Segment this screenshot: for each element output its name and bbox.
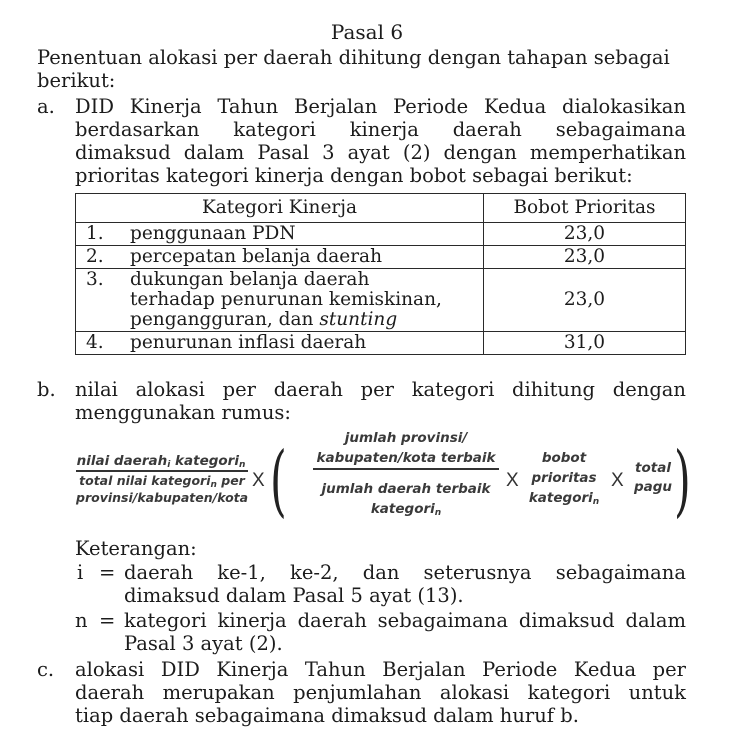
denominator-per: per — [216, 473, 245, 488]
multiply-sign: X — [252, 470, 265, 491]
intro-text: Penentuan alokasi per daerah dihitung dengan tahapan sebagai — [37, 46, 670, 69]
bobot-line-2: prioritas — [531, 470, 597, 486]
row-number: 3. — [86, 269, 104, 290]
legend-n-line-1: kategori kinerja daerah sebagaimana dimaksud dalam — [124, 609, 686, 632]
category-name: penggunaan PDN — [130, 223, 296, 244]
subscript-n: n — [210, 480, 217, 490]
keterangan-label: Keterangan: — [75, 537, 197, 560]
bobot-category: kategori — [528, 490, 593, 506]
item-a-line-1: DID Kinerja Tahun Berjalan Periode Kedua dialokasikan — [75, 95, 686, 118]
category-cell — [76, 223, 484, 246]
article-title: Pasal 6 — [330, 20, 404, 44]
legend-i-line-2: dimaksud dalam Pasal 5 ayat (13). — [124, 584, 464, 607]
category-cell — [76, 246, 484, 269]
fraction-1-denominator-1 — [76, 473, 248, 490]
weight-value: 23,0 — [484, 246, 686, 269]
fraction-2-bar — [313, 468, 499, 470]
table-row — [76, 246, 686, 269]
item-b-line-2: menggunakan rumus: — [75, 401, 292, 424]
table-header-row — [76, 194, 686, 223]
fraction-2-numerator-1: jumlah provinsi/ — [344, 430, 468, 446]
item-b-line-1: nilai alokasi per daerah per kategori dihitung dengan — [75, 378, 686, 401]
category-name: percepatan belanja daerah — [130, 246, 382, 267]
intro-line-1 — [37, 47, 687, 69]
bobot-line-3 — [524, 490, 604, 507]
close-paren: ) — [674, 436, 691, 526]
intro-line-2: berikut: — [37, 69, 116, 92]
legend-equals: = — [99, 609, 116, 632]
item-c-marker: c. — [37, 658, 55, 681]
subscript-n: n — [238, 460, 246, 470]
category-name-text: pengangguran, dan — [130, 309, 314, 330]
item-a-line-2: berdasarkan kategori kinerja daerah sebagaimana — [75, 118, 686, 141]
open-paren: ( — [270, 436, 287, 526]
row-number: 4. — [86, 332, 104, 353]
category-cell — [76, 269, 484, 332]
legend-symbol-n: n — [75, 609, 88, 632]
legend-symbol-i: i — [77, 561, 84, 584]
fraction-1-bar — [76, 470, 248, 472]
header-kategori-kinerja: Kategori Kinerja — [76, 194, 484, 223]
fraction-2-numerator-2: kabupaten/kota terbaik — [316, 450, 496, 466]
category-name-line-2: terhadap penurunan kemiskinan, — [130, 289, 442, 310]
table-row — [76, 223, 686, 246]
item-b-marker: b. — [37, 378, 56, 401]
category-name-line-1: dukungan belanja daerah — [130, 269, 370, 290]
fraction-1-denominator-2: provinsi/kabupaten/kota — [76, 490, 249, 505]
subscript-n: n — [592, 497, 600, 507]
item-c-line-2: daerah merupakan penjumlahan alokasi kategori untuk — [75, 681, 686, 704]
legend-i-line-1: daerah ke-1, ke-2, dan seterusnya sebagaimana — [124, 561, 686, 584]
legend-n-line-2: Pasal 3 ayat (2). — [124, 632, 283, 655]
fraction-2-denominator-2 — [308, 501, 504, 518]
subscript-i: i — [167, 460, 171, 470]
row-number: 1. — [86, 223, 104, 244]
legend-equals: = — [99, 561, 116, 584]
category-name: penurunan inflasi daerah — [130, 332, 367, 353]
table-row — [76, 332, 686, 355]
item-a-marker: a. — [37, 95, 55, 118]
pagu-line-2: pagu — [633, 479, 673, 495]
weight-value: 23,0 — [484, 269, 686, 332]
multiply-sign: X — [506, 470, 519, 491]
denominator-text: kategori — [370, 501, 435, 517]
italic-term: stunting — [319, 309, 398, 330]
fraction-1-numerator — [76, 453, 246, 470]
category-name-line-3 — [80, 310, 479, 330]
item-a-line-3: dimaksud dalam Pasal 3 ayat (2) dengan memperhatikan — [75, 141, 686, 164]
item-c-line-1: alokasi DID Kinerja Tahun Berjalan Periode Kedua per — [75, 658, 686, 681]
multiply-sign: X — [611, 470, 624, 491]
table-row — [76, 269, 686, 332]
category-cell — [76, 332, 484, 355]
pagu-line-1: total — [635, 460, 671, 476]
weight-value: 23,0 — [484, 223, 686, 246]
weight-value: 31,0 — [484, 332, 686, 355]
item-a-line-4: prioritas kategori kinerja dengan bobot sebagai berikut: — [75, 164, 633, 187]
numerator-category: kategori — [170, 453, 239, 469]
item-c-line-3: tiap daerah sebagaimana dimaksud dalam huruf b. — [75, 704, 579, 727]
row-number: 2. — [86, 246, 104, 267]
bobot-line-1: bobot — [541, 450, 587, 466]
denominator-text: total nilai kategori — [79, 473, 211, 488]
fraction-2-denominator-1: jumlah daerah terbaik — [321, 481, 491, 497]
subscript-n: n — [434, 508, 442, 518]
numerator-text: nilai daerah — [76, 453, 168, 469]
priority-weight-table — [75, 193, 686, 355]
header-bobot-prioritas: Bobot Prioritas — [484, 194, 686, 223]
